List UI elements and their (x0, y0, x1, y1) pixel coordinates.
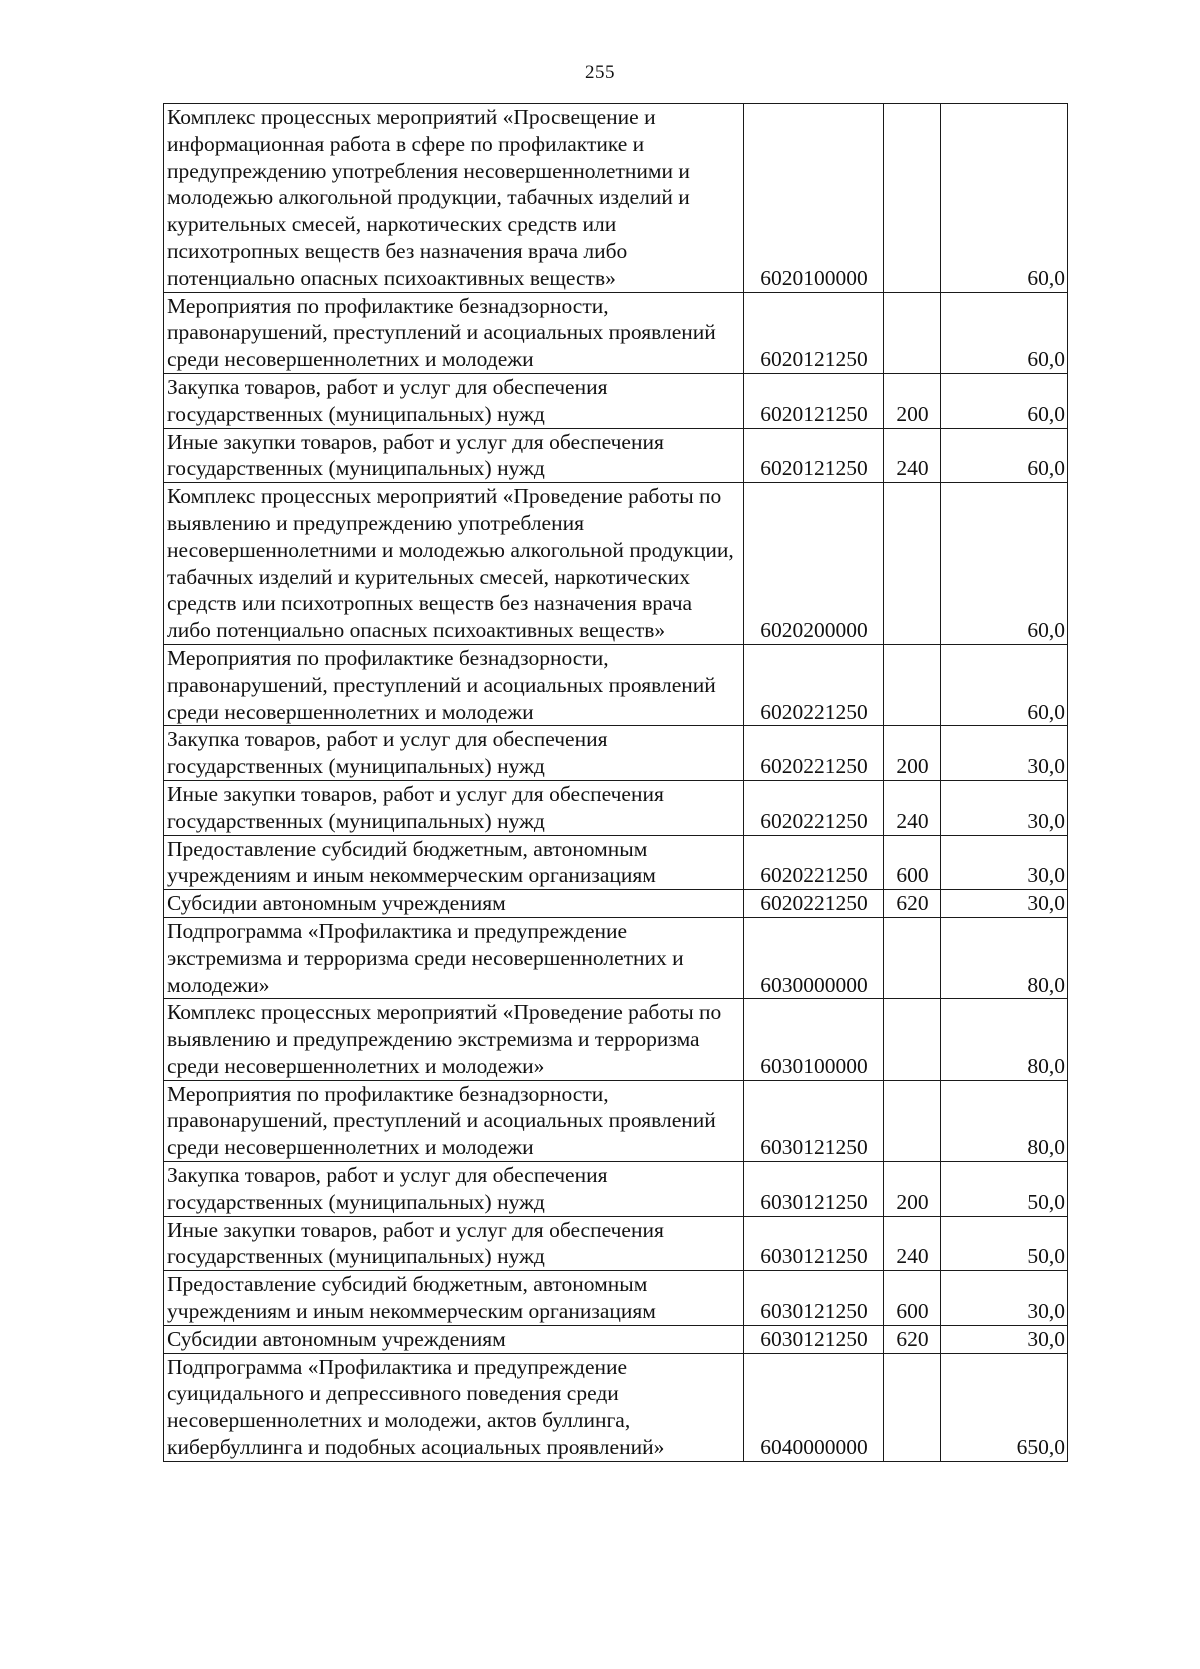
row-code-cell: 6030121250 (744, 1216, 884, 1271)
row-name-cell: Комплекс процессных мероприятий «Проведение работы по выявлению и предупреждению употребления несовершеннолетними и молодежью алкогольной продукции, табачных изделий и курительных смесей, наркотических средств или психотропных веществ без назначения врача либо потенциально опасных психоактивных веществ» (164, 483, 744, 645)
row-type-cell: 600 (884, 835, 941, 890)
row-amount-cell: 60,0 (941, 644, 1068, 725)
row-code-cell: 6020221250 (744, 644, 884, 725)
row-name-cell: Закупка товаров, работ и услуг для обеспечения государственных (муниципальных) нужд (164, 726, 744, 781)
table-row (164, 104, 1068, 293)
table-row (164, 1325, 1068, 1353)
row-code-cell: 6030121250 (744, 1080, 884, 1161)
row-type-cell: 620 (884, 890, 941, 918)
table-row (164, 1271, 1068, 1326)
row-code-cell: 6020221250 (744, 780, 884, 835)
row-code-cell: 6020121250 (744, 373, 884, 428)
row-name-cell: Подпрограмма «Профилактика и предупреждение экстремизма и терроризма среди несовершеннолетних и молодежи» (164, 917, 744, 998)
row-amount-cell: 650,0 (941, 1353, 1068, 1461)
row-code-cell: 6020221250 (744, 835, 884, 890)
row-amount-cell: 80,0 (941, 917, 1068, 998)
row-code-cell: 6020100000 (744, 104, 884, 293)
row-name-cell: Предоставление субсидий бюджетным, автономным учреждениям и иным некоммерческим организациям (164, 835, 744, 890)
table-row (164, 428, 1068, 483)
table-row (164, 917, 1068, 998)
row-type-cell: 240 (884, 780, 941, 835)
row-name-cell: Субсидии автономным учреждениям (164, 890, 744, 918)
row-type-cell (884, 1080, 941, 1161)
row-code-cell: 6030000000 (744, 917, 884, 998)
row-name-cell: Мероприятия по профилактике безнадзорности, правонарушений, преступлений и асоциальных проявлений среди несовершеннолетних и молодежи (164, 644, 744, 725)
row-name-cell: Мероприятия по профилактике безнадзорности, правонарушений, преступлений и асоциальных проявлений среди несовершеннолетних и молодежи (164, 292, 744, 373)
row-code-cell: 6030121250 (744, 1325, 884, 1353)
row-code-cell: 6030121250 (744, 1162, 884, 1217)
row-amount-cell: 60,0 (941, 104, 1068, 293)
row-amount-cell: 50,0 (941, 1162, 1068, 1217)
table-row (164, 999, 1068, 1080)
table-row (164, 644, 1068, 725)
row-amount-cell: 30,0 (941, 890, 1068, 918)
row-type-cell: 240 (884, 1216, 941, 1271)
row-type-cell: 240 (884, 428, 941, 483)
row-amount-cell: 30,0 (941, 835, 1068, 890)
row-type-cell (884, 644, 941, 725)
row-type-cell: 200 (884, 726, 941, 781)
row-name-cell: Мероприятия по профилактике безнадзорности, правонарушений, преступлений и асоциальных проявлений среди несовершеннолетних и молодежи (164, 1080, 744, 1161)
row-amount-cell: 30,0 (941, 780, 1068, 835)
row-code-cell: 6020200000 (744, 483, 884, 645)
row-name-cell: Иные закупки товаров, работ и услуг для обеспечения государственных (муниципальных) нужд (164, 780, 744, 835)
row-name-cell: Иные закупки товаров, работ и услуг для обеспечения государственных (муниципальных) нужд (164, 1216, 744, 1271)
table-row (164, 1162, 1068, 1217)
table-row (164, 780, 1068, 835)
row-name-cell: Комплекс процессных мероприятий «Просвещение и информационная работа в сфере по профилактике и предупреждению употребления несовершеннолетними и молодежью алкогольной продукции, табачных изделий и курительных смесей, наркотических средств или психотропных веществ без назначения врача либо потенциально опасных психоактивных веществ» (164, 104, 744, 293)
table-row (164, 483, 1068, 645)
page-number: 255 (585, 62, 615, 83)
row-amount-cell: 30,0 (941, 726, 1068, 781)
row-code-cell: 6020121250 (744, 292, 884, 373)
table-row (164, 1080, 1068, 1161)
row-type-cell: 200 (884, 1162, 941, 1217)
row-type-cell: 600 (884, 1271, 941, 1326)
row-name-cell: Предоставление субсидий бюджетным, автономным учреждениям и иным некоммерческим организациям (164, 1271, 744, 1326)
row-code-cell: 6020221250 (744, 726, 884, 781)
row-code-cell: 6030121250 (744, 1271, 884, 1326)
row-type-cell (884, 1353, 941, 1461)
row-type-cell (884, 104, 941, 293)
row-type-cell: 200 (884, 373, 941, 428)
row-amount-cell: 30,0 (941, 1325, 1068, 1353)
row-name-cell: Субсидии автономным учреждениям (164, 1325, 744, 1353)
row-type-cell (884, 917, 941, 998)
row-amount-cell: 30,0 (941, 1271, 1068, 1326)
row-type-cell (884, 483, 941, 645)
table-row (164, 373, 1068, 428)
table-row (164, 835, 1068, 890)
row-code-cell: 6020121250 (744, 428, 884, 483)
row-amount-cell: 60,0 (941, 428, 1068, 483)
table-row (164, 890, 1068, 918)
row-code-cell: 6020221250 (744, 890, 884, 918)
row-code-cell: 6040000000 (744, 1353, 884, 1461)
budget-table (163, 103, 1068, 1462)
row-name-cell: Закупка товаров, работ и услуг для обеспечения государственных (муниципальных) нужд (164, 1162, 744, 1217)
row-amount-cell: 60,0 (941, 373, 1068, 428)
row-amount-cell: 60,0 (941, 292, 1068, 373)
table-row (164, 1216, 1068, 1271)
row-type-cell (884, 999, 941, 1080)
row-amount-cell: 60,0 (941, 483, 1068, 645)
row-code-cell: 6030100000 (744, 999, 884, 1080)
row-name-cell: Закупка товаров, работ и услуг для обеспечения государственных (муниципальных) нужд (164, 373, 744, 428)
table-row (164, 726, 1068, 781)
row-amount-cell: 50,0 (941, 1216, 1068, 1271)
row-name-cell: Подпрограмма «Профилактика и предупреждение суицидального и депрессивного поведения среди несовершеннолетних и молодежи, актов буллинга, кибербуллинга и подобных асоциальных проявлений» (164, 1353, 744, 1461)
row-amount-cell: 80,0 (941, 1080, 1068, 1161)
row-name-cell: Комплекс процессных мероприятий «Проведение работы по выявлению и предупреждению экстремизма и терроризма среди несовершеннолетних и молодежи» (164, 999, 744, 1080)
row-name-cell: Иные закупки товаров, работ и услуг для обеспечения государственных (муниципальных) нужд (164, 428, 744, 483)
row-type-cell (884, 292, 941, 373)
table-row (164, 1353, 1068, 1461)
row-type-cell: 620 (884, 1325, 941, 1353)
row-amount-cell: 80,0 (941, 999, 1068, 1080)
table-row (164, 292, 1068, 373)
